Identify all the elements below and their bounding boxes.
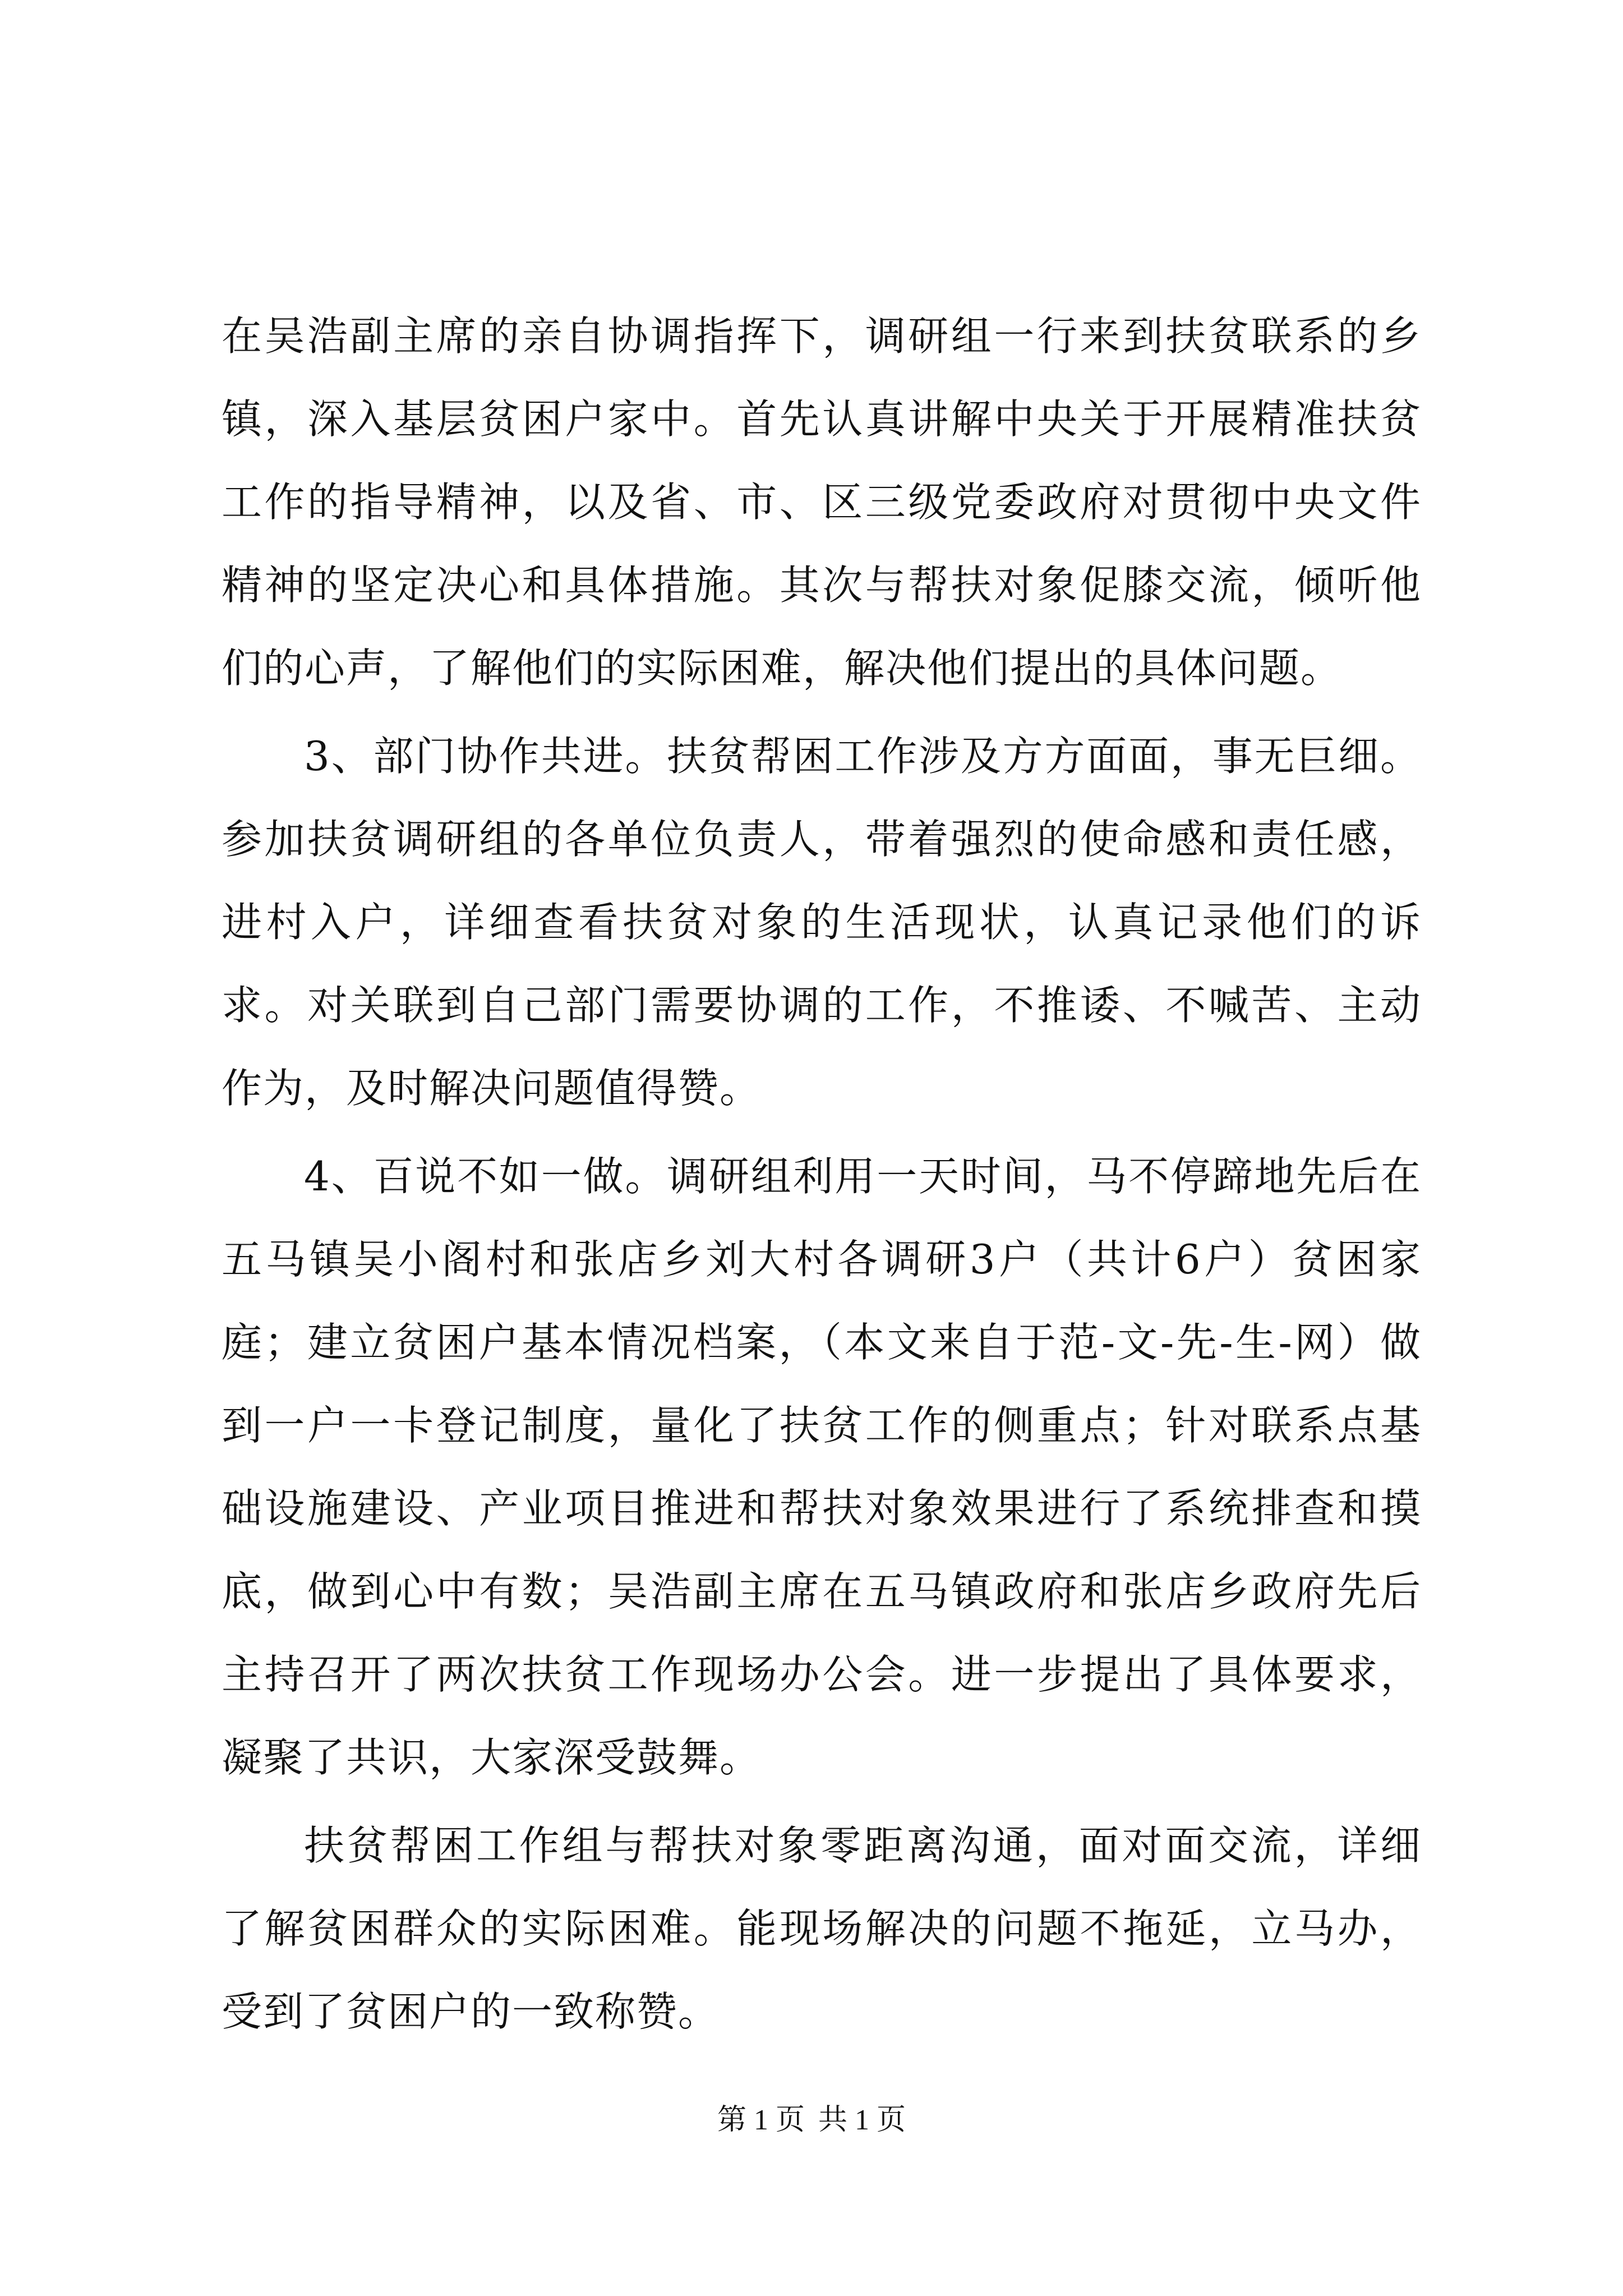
page-footer xyxy=(0,2101,1623,2140)
document-body xyxy=(222,295,1422,2058)
paragraph-department-cooperation: 3、部门协作共进。扶贫帮困工作涉及方方面面，事无巨细。参加扶贫调研组的各单位负责人，带着强烈的使命感和责任感，进村入户，详细查看扶贫对象的生活现状，认真记录他们的诉求。对关联到自己部门需要协调的工作，不推诿、不喊苦、主动作为，及时解决问题值得赞。 xyxy=(222,733,1422,1112)
paragraph-intro: 在吴浩副主席的亲自协调指挥下，调研组一行来到扶贫联系的乡镇，深入基层贫困户家中。首先认真讲解中央关于开展精准扶贫工作的指导精神，以及省、市、区三级党委政府对贯彻中央文件精神的坚定决心和具体措施。其次与帮扶对象促膝交流，倾听他们的心声，了解他们的实际困难，解决他们提出的具体问题。 xyxy=(222,312,1422,692)
paragraph-action: 4、百说不如一做。调研组利用一天时间，马不停蹄地先后在五马镇吴小阁村和张店乡刘大村各调研3户（共计6户）贫困家庭；建立贫困户基本情况档案，（本文来自于范-文-先-生-网）做到一户一卡登记制度，量化了扶贫工作的侧重点；针对联系点基础设施建设、产业项目推进和帮扶对象效果进行了系统排查和摸底，做到心中有数；吴浩副主席在五马镇政府和张店乡政府先后主持召开了两次扶贫工作现场办公会。进一步提出了具体要求，凝聚了共识，大家深受鼓舞。 xyxy=(222,1153,1422,1781)
page-total: 共 1 页 xyxy=(818,2104,906,2136)
paragraph-conclusion: 扶贫帮困工作组与帮扶对象零距离沟通，面对面交流，详细了解贫困群众的实际困难。能现场解决的问题不拖延，立马办，受到了贫困户的一致称赞。 xyxy=(222,1822,1422,2035)
page-number: 第 1 页 xyxy=(717,2104,805,2136)
